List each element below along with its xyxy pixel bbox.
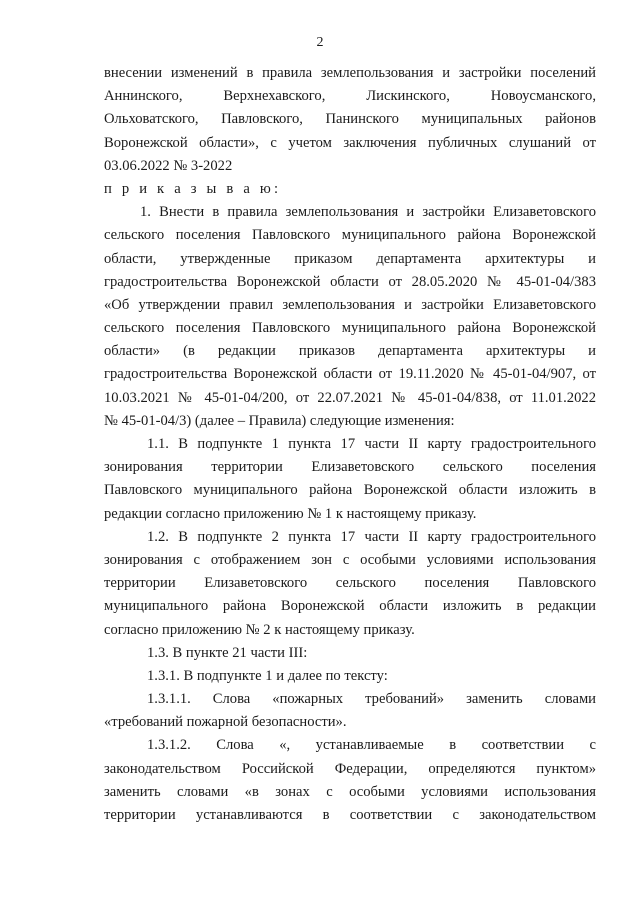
text-line: градостроительства Воронежской области от 28.05.2020 № 45-01-04/383: [104, 273, 596, 290]
text-line: 1.3.1.2. Слова «, устанавливаемые в соответствии с: [147, 737, 596, 754]
text-line: внесении изменений в правила землепользования и застройки поселений: [104, 65, 596, 81]
text-line: заменить словами «в зонах с особыми условиями использования: [104, 783, 596, 800]
page-number: 2: [316, 35, 324, 50]
text-line: муниципального района Воронежской области изложить в редакции: [104, 598, 596, 615]
text-line: законодательством Российской Федерации, определяются пунктом»: [104, 760, 596, 777]
text-line: 1.3. В пункте 21 части III:: [147, 644, 308, 661]
text-line: «Об утверждении правил землепользования и застройки Елизаветовского: [104, 296, 596, 313]
text-line: зонирования территории Елизаветовского сельского поселения: [104, 459, 596, 476]
text-line: градостроительства Воронежской области от 19.11.2020 № 45-01-04/907, от: [104, 366, 596, 383]
text-line: Ольховатского, Павловского, Панинского муниципальных районов: [104, 111, 596, 128]
text-line: 1.3.1.1. Слова «пожарных требований» заменить словами: [147, 691, 596, 708]
text-line: № 45-01-04/3) (далее – Правила) следующие изменения:: [104, 412, 455, 429]
text-line: 1.1. В подпункте 1 пункта 17 части II карту градостроительного: [147, 436, 596, 452]
text-line: зонирования с отображением зон с особыми условиями использования: [104, 551, 596, 568]
text-line: п р и к а з ы в а ю:: [104, 180, 282, 197]
text-line: редакции согласно приложению № 1 к настоящему приказу.: [104, 505, 477, 522]
text-line: области» (в редакции приказов департамента архитектуры и: [104, 343, 596, 360]
text-line: 1.2. В подпункте 2 пункта 17 части II карту градостроительного: [147, 528, 596, 545]
text-line: согласно приложению № 2 к настоящему приказу.: [104, 621, 415, 638]
text-line: территории Елизаветовского сельского поселения Павловского: [104, 575, 596, 592]
text-line: области, утвержденные приказом департамента архитектуры и: [104, 250, 596, 267]
text-line: «требований пожарной безопасности».: [104, 714, 347, 731]
text-line: Воронежской области», с учетом заключения публичных слушаний от: [104, 134, 596, 151]
text-line: Аннинского, Верхнехавского, Лискинского, Новоусманского,: [104, 88, 596, 105]
text-line: 10.03.2021 № 45-01-04/200, от 22.07.2021 № 45-01-04/838, от 11.01.2022: [104, 389, 596, 406]
text-line: 1.3.1. В подпункте 1 и далее по тексту:: [147, 667, 388, 684]
text-line: 1. Внести в правила землепользования и застройки Елизаветовского: [140, 204, 596, 221]
text-line: Павловского муниципального района Воронежской области изложить в: [104, 482, 596, 499]
text-line: сельского поселения Павловского муниципального района Воронежской: [104, 320, 596, 337]
document-body: [104, 62, 596, 827]
text-line: сельского поселения Павловского муниципального района Воронежской: [104, 227, 596, 244]
text-line: 03.06.2022 № 3-2022: [104, 157, 233, 174]
text-line: территории устанавливаются в соответствии с законодательством: [104, 807, 596, 823]
